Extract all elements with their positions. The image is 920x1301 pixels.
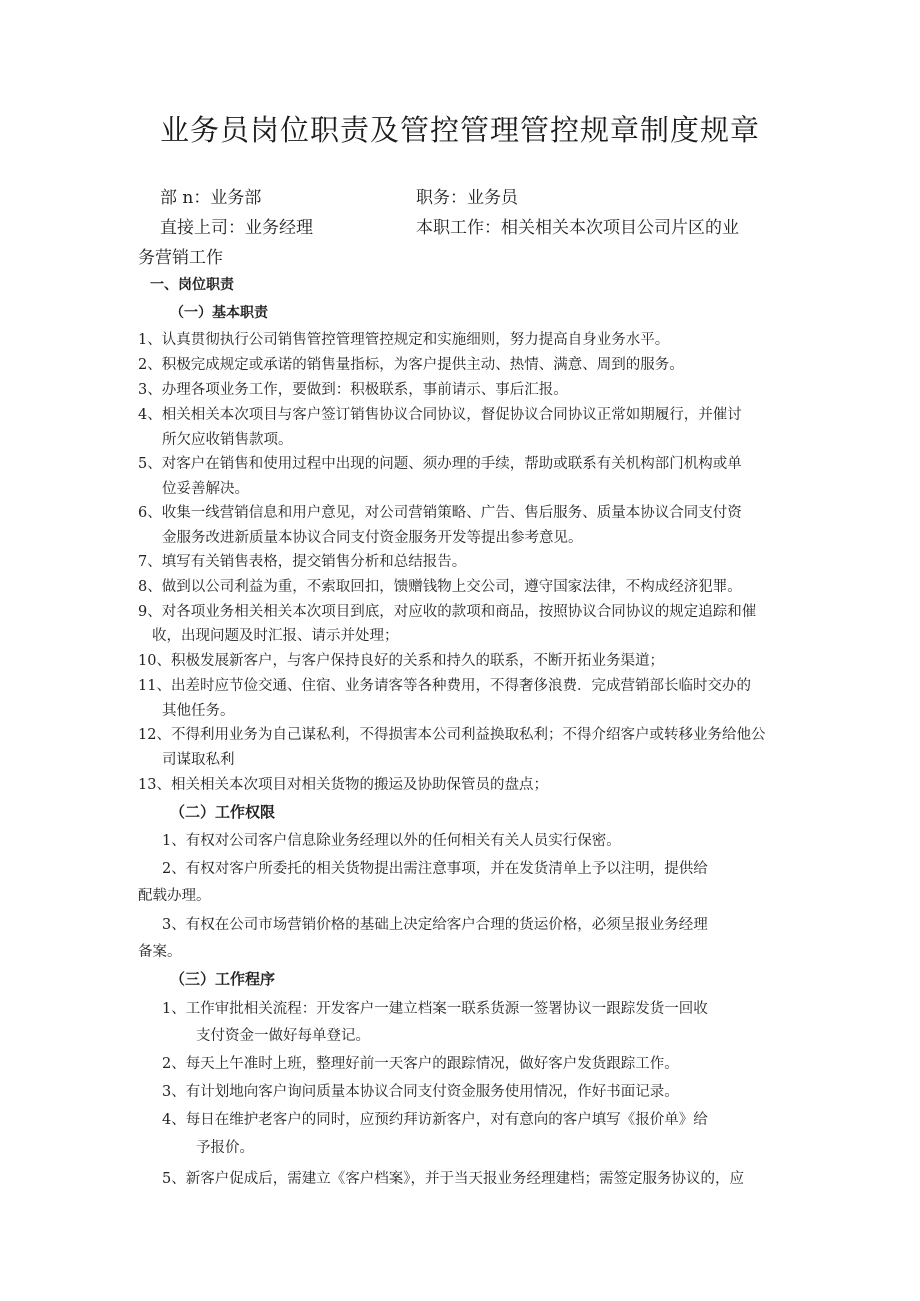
duty-line: 7、填写有关销售表格，提交销售分析和总结报告。 — [138, 554, 467, 570]
duty-line: 8、做到以公司利益为重，不索取回扣，馈赠钱物上交公司，遵守国家法律，不构成经济犯罪。 — [138, 579, 742, 595]
duty-line-continued: 其他任务。 — [162, 703, 235, 719]
duty-line: 13、相关相关本次项目对相关货物的搬运及协助保管员的盘点； — [138, 777, 548, 793]
procedure-line: 3、有计划地向客户询问质量本协议合同支付资金服务使用情况，作好书面记录。 — [162, 1084, 679, 1100]
rights-line-continued: 配载办理。 — [138, 888, 211, 904]
duty-line: 3、办理各项业务工作，要做到：积极联系，事前请示、事后汇报。 — [138, 382, 568, 398]
section-heading-duties: 一、岗位职责 — [150, 277, 234, 293]
procedure-line-continued: 予报价。 — [196, 1140, 254, 1156]
duty-line: 12、不得利用业务为自己谋私利，不得损害本公司利益换取私利；不得介绍客户或转移业务给他公 — [138, 727, 766, 743]
duty-line: 11、出差时应节俭交通、住宿、业务请客等各种费用，不得奢侈浪费．完成营销部长临时交办的 — [138, 678, 751, 694]
duty-line-continued: 所欠应收销售款项。 — [162, 432, 293, 448]
duty-line: 10、积极发展新客户，与客户保持良好的关系和持久的联系，不断开拓业务渠道； — [138, 653, 664, 669]
duty-line: 4、相关相关本次项目与客户签订销售协议合同协议，督促协议合同协议正常如期履行，并催讨 — [138, 407, 742, 423]
subsection-heading-rights: （二）工作权限 — [170, 803, 276, 821]
duty-line-continued: 收，出现问题及时汇报、请示并处理； — [152, 628, 399, 644]
duty-line: 9、对各项业务相关相关本次项目到底，对应收的款项和商品，按照协议合同协议的规定追踪和催 — [138, 604, 757, 620]
duty-line-continued: 位妥善解决。 — [162, 481, 249, 497]
job-description-field: 本职工作：相关相关本次项目公司片区的业 — [416, 218, 739, 238]
rights-line: 3、有权在公司市场营销价格的基础上决定给客户合理的货运价格，必须呈报业务经理 — [162, 917, 708, 933]
duty-line: 1、认真贯彻执行公司销售管控管理管控规定和实施细则，努力提高自身业务水平。 — [138, 332, 670, 348]
duty-line-continued: 司谋取私利 — [162, 752, 235, 768]
procedure-line: 2、每天上午准时上班，整理好前一天客户的跟踪情况，做好客户发货跟踪工作。 — [162, 1056, 679, 1072]
document-title: 业务员岗位职责及管控管理管控规章制度规章 — [159, 113, 760, 147]
subsection-heading-basic: （一）基本职责 — [170, 305, 268, 321]
duty-line: 6、收集一线营销信息和用户意见，对公司营销策略、广告、售后服务、质量本协议合同支付资 — [138, 505, 742, 521]
job-description-continued: 务营销工作 — [138, 248, 223, 268]
procedure-line: 1、工作审批相关流程：开发客户一建立档案一联系货源一签署协议一跟踪发货一回收 — [162, 1001, 708, 1017]
duty-line: 5、对客户在销售和使用过程中出现的问题、须办理的手续，帮助或联系有关机构部门机构或单 — [138, 456, 742, 472]
department-field: 部 n：业务部 — [160, 188, 262, 208]
rights-line: 1、有权对公司客户信息除业务经理以外的任何相关有关人员实行保密。 — [162, 833, 621, 849]
supervisor-field: 直接上司：业务经理 — [160, 218, 313, 238]
procedure-line: 5、新客户促成后，需建立《客户档案》，并于当天报业务经理建档；需签定服务协议的，应 — [162, 1171, 744, 1187]
subsection-heading-procedure: （三）工作程序 — [170, 970, 276, 988]
procedure-line: 4、每日在维护老客户的同时，应预约拜访新客户，对有意向的客户填写《报价单》给 — [162, 1112, 708, 1128]
position-field: 职务：业务员 — [416, 188, 518, 208]
duty-line: 2、积极完成规定或承诺的销售量指标，为客户提供主动、热情、满意、周到的服务。 — [138, 357, 684, 373]
rights-line: 2、有权对客户所委托的相关货物提出需注意事项，并在发货清单上予以注明，提供给 — [162, 861, 708, 877]
rights-line-continued: 备案。 — [138, 944, 182, 960]
procedure-line-continued: 支付资金一做好每单登记。 — [196, 1028, 370, 1044]
duty-line-continued: 金服务改进新质量本协议合同支付资金服务开发等提出参考意见。 — [162, 530, 583, 546]
